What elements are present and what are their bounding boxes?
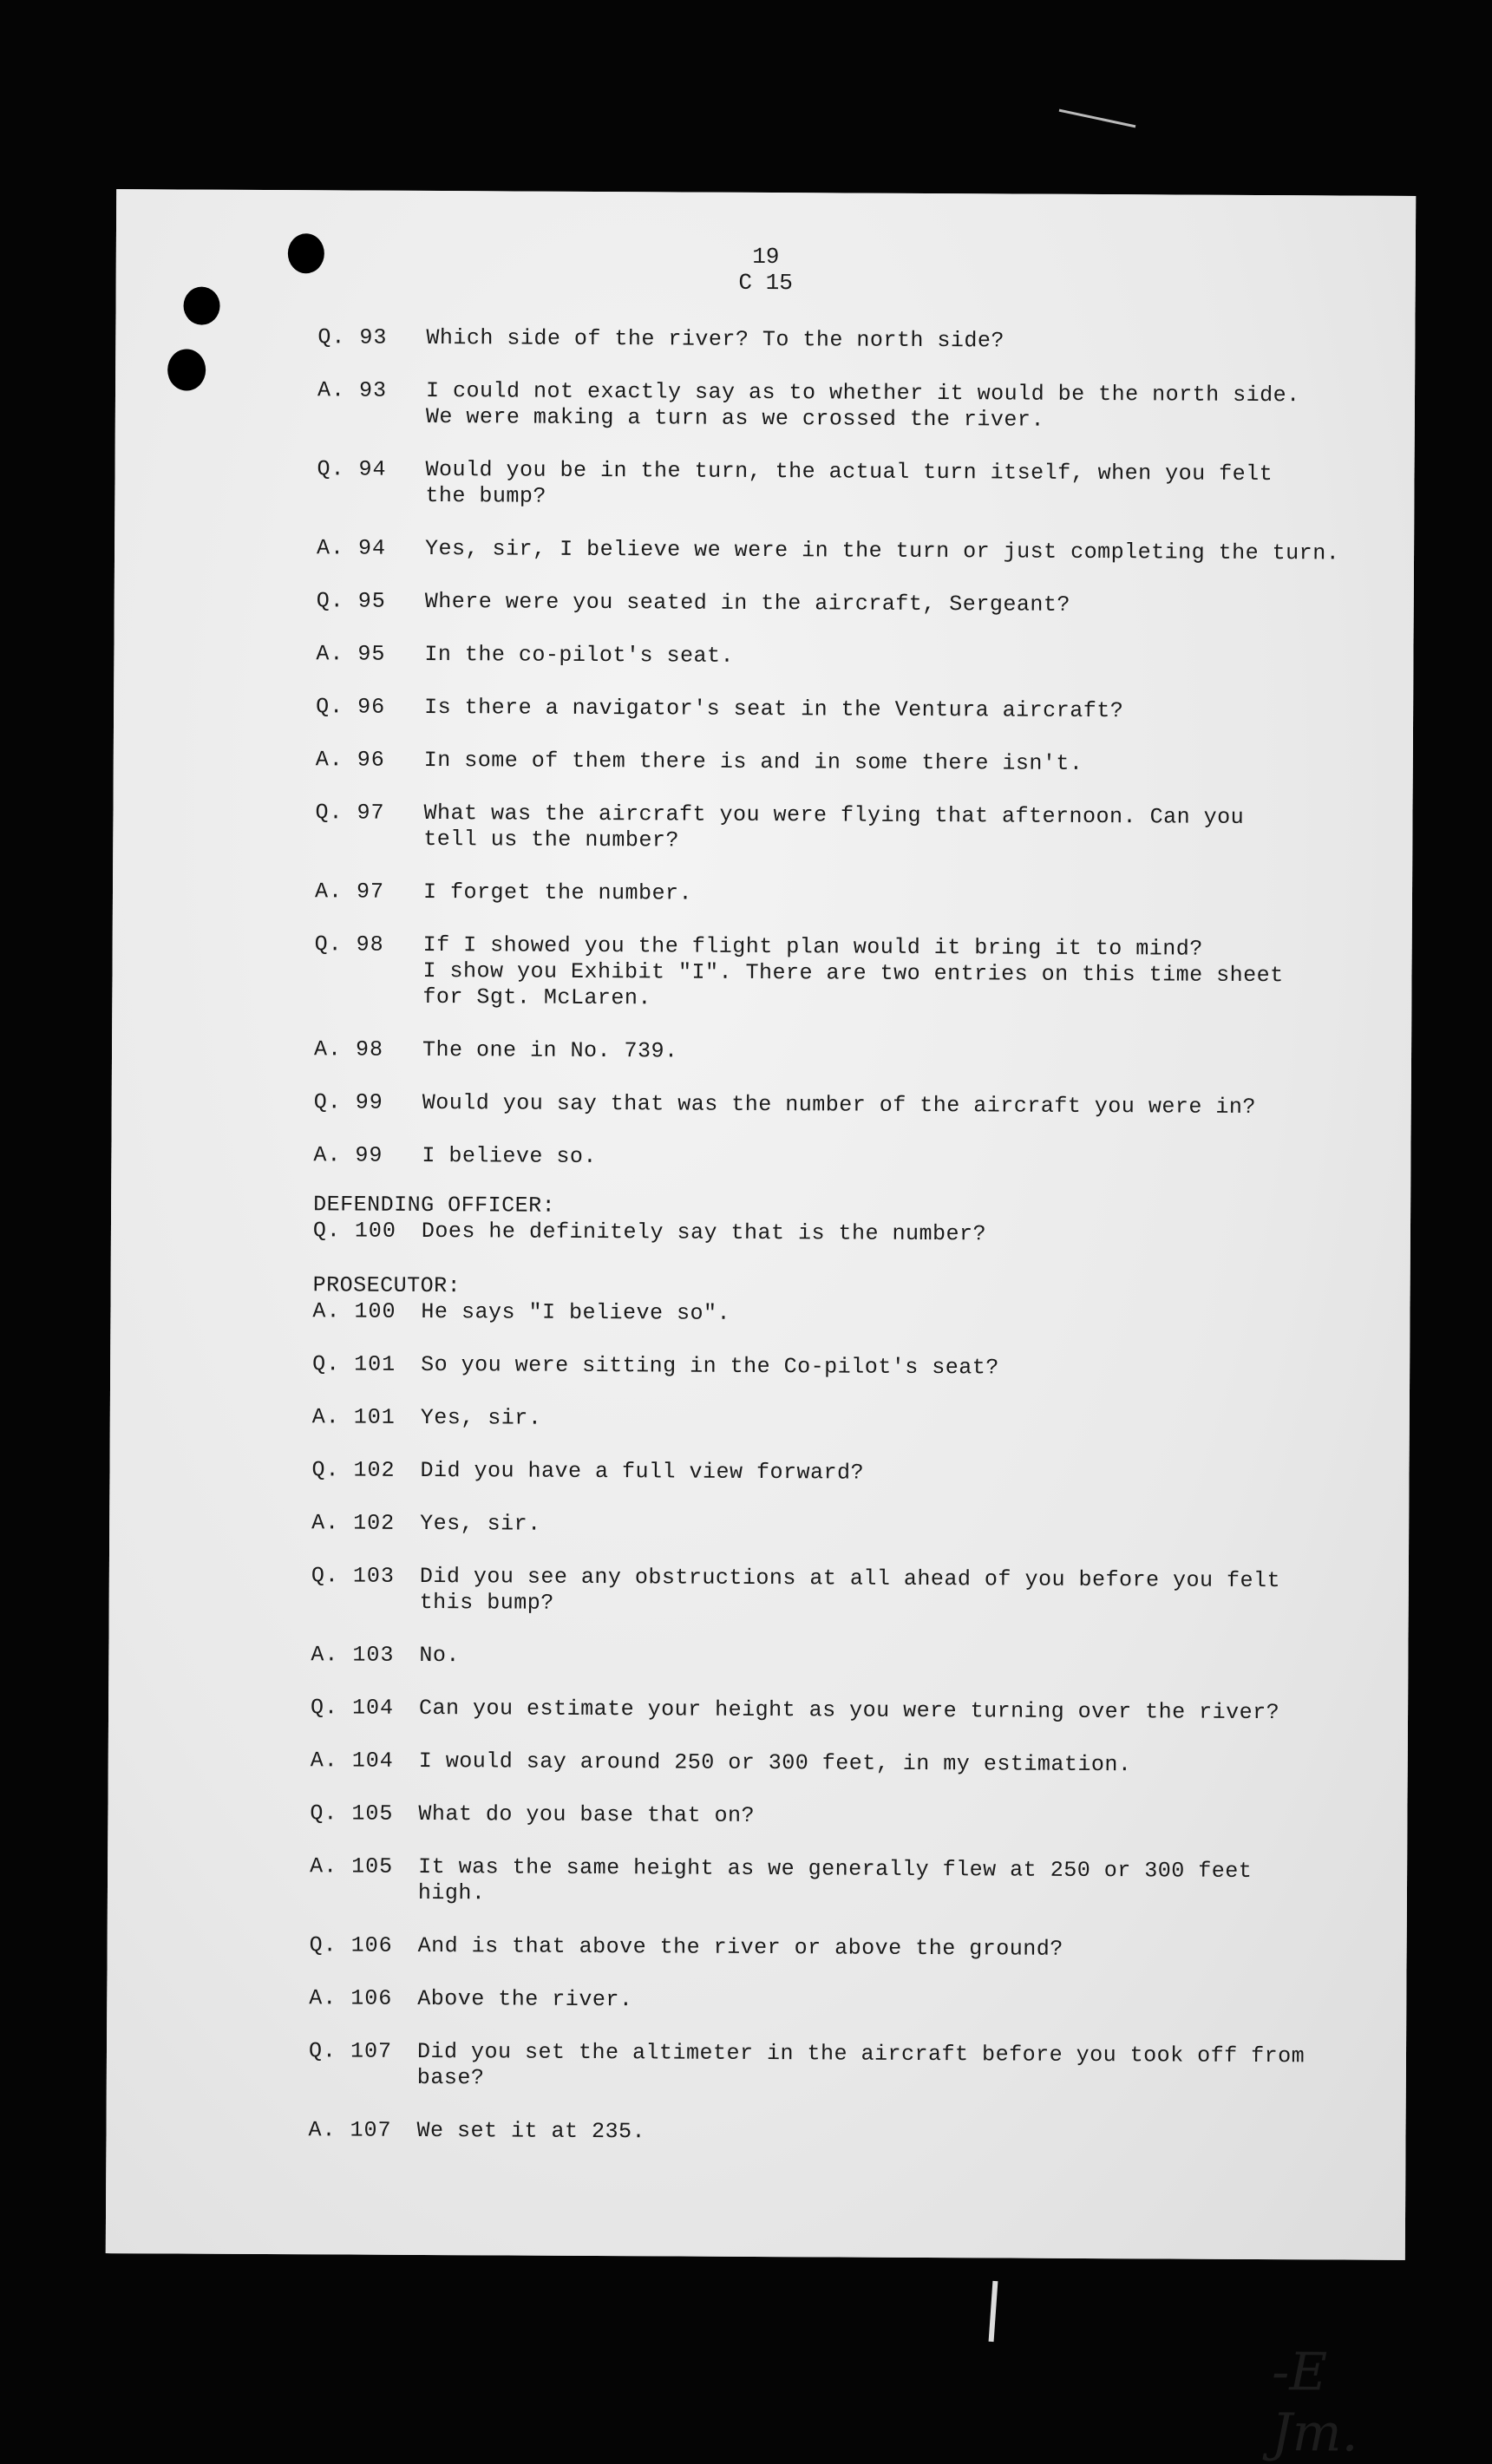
transcript-entry <box>309 2038 1393 2096</box>
entry-text: The one in No. 739. <box>422 1036 678 1064</box>
entry-text: I could not exactly say as to whether it would be the north side. We were making a turn as we crossed the river. <box>425 377 1300 433</box>
entry-label: A. 107 <box>308 2117 392 2143</box>
entry-text: I believe so. <box>422 1142 598 1170</box>
entry-label: Q. 102 <box>311 1457 396 1483</box>
entry-label: Q. 103 <box>311 1563 395 1589</box>
margin-mark <box>989 2281 998 2342</box>
entry-text: In some of them there is and in some there isn't. <box>423 747 1083 776</box>
transcript-entry <box>308 2117 1392 2149</box>
entry-label: Q. 100 <box>312 1218 397 1244</box>
entry-text: Can you estimate your height as you were turning over the river? <box>418 1695 1280 1726</box>
entry-text: So you were sitting in the Co-pilot's seat? <box>421 1351 999 1381</box>
transcript-entry <box>310 1853 1394 1912</box>
entry-text: Above the river. <box>417 1985 633 2013</box>
entry-label: Q. 94 <box>317 456 387 482</box>
entry-text: Did you have a full view forward? <box>420 1457 865 1486</box>
entry-label: Q. 99 <box>313 1089 383 1115</box>
transcript-entry <box>316 747 1400 779</box>
transcript-entry <box>312 1298 1397 1330</box>
entry-text: I would say around 250 or 300 feet, in my estimation. <box>418 1748 1132 1778</box>
transcript-entry <box>315 879 1399 911</box>
entry-label: Q. 104 <box>311 1695 395 1721</box>
transcript-entry <box>311 1642 1395 1674</box>
entry-label: Q. 107 <box>308 2038 393 2064</box>
entry-text: What was the aircraft you were flying that afternoon. Can you tell us the number? <box>423 800 1245 853</box>
entry-text: What do you base that on? <box>418 1801 756 1828</box>
entry-label: A. 97 <box>314 879 385 905</box>
entry-label: A. 98 <box>313 1036 384 1062</box>
entry-text: Did you set the altimeter in the aircraft before you took off from base? <box>416 2038 1306 2091</box>
transcript-entry <box>316 641 1400 673</box>
speaker-heading: DEFENDING OFFICER: <box>313 1192 556 1219</box>
transcript-entry <box>310 1932 1394 1964</box>
transcript-body <box>308 324 1402 2176</box>
transcript-entry <box>311 1748 1395 1780</box>
transcript-entry <box>314 1036 1398 1069</box>
entry-label: A. 106 <box>309 1985 393 2011</box>
transcript-group <box>313 324 1402 1174</box>
entry-label: Q. 101 <box>312 1351 396 1377</box>
entry-text: Did you see any obstructions at all ahead of you before you felt this bump? <box>419 1563 1281 1616</box>
entry-label: Q. 97 <box>315 800 385 826</box>
punch-hole <box>167 349 206 390</box>
entry-label: Q. 95 <box>316 588 386 614</box>
transcript-entry <box>316 694 1400 726</box>
transcript-entry <box>312 1404 1397 1436</box>
page-number: 19 <box>752 243 780 271</box>
margin-mark <box>1059 109 1136 128</box>
entry-label: A. 102 <box>311 1510 396 1536</box>
entry-text: Where were you seated in the aircraft, Sergeant? <box>424 588 1070 618</box>
entry-text: Would you say that was the number of the aircraft you were in? <box>422 1089 1256 1120</box>
transcript-entry <box>314 931 1398 1016</box>
transcript-entry <box>317 377 1402 435</box>
entry-label: A. 96 <box>315 747 385 773</box>
page-code: C 15 <box>738 269 793 297</box>
entry-label: A. 94 <box>317 535 387 561</box>
transcript-entry <box>314 1089 1398 1121</box>
entry-text: Does he definitely say that is the number? <box>421 1218 987 1247</box>
entry-label: Q. 106 <box>309 1932 393 1958</box>
entry-text: In the co-pilot's seat. <box>424 641 735 669</box>
entry-text: If I showed you the flight plan would it bring it to mind? I show you Exhibit "I". There are two entries on this time sheet for Sgt. McLaren. <box>422 931 1284 1011</box>
transcript-entry <box>317 324 1402 356</box>
document-page <box>106 189 1416 2464</box>
transcript-entry <box>311 1457 1396 1489</box>
entry-text: Is there a navigator's seat in the Ventura aircraft? <box>424 694 1124 724</box>
transcript-entry <box>309 1985 1393 2017</box>
transcript-entry <box>311 1563 1396 1621</box>
entry-text: Which side of the river? To the north side? <box>426 324 1005 354</box>
entry-text: We set it at 235. <box>416 2117 646 2145</box>
handwritten-initials: -E Jm. <box>1271 2342 1358 2464</box>
entry-text: It was the same height as we generally flew at 250 or 300 feet high. <box>417 1853 1253 1906</box>
transcript-entry <box>313 1218 1397 1250</box>
transcript-entry <box>310 1801 1394 1833</box>
entry-label: A. 105 <box>310 1853 394 1879</box>
entry-text: He says "I believe so". <box>421 1298 731 1326</box>
transcript-entry <box>317 588 1401 620</box>
transcript-entry <box>313 1142 1397 1174</box>
transcript-group <box>308 1298 1397 2149</box>
entry-text: Yes, sir, I believe we were in the turn or just completing the turn. <box>425 535 1340 566</box>
entry-label: A. 104 <box>310 1748 394 1774</box>
transcript-entry <box>312 1351 1397 1383</box>
entry-text: And is that above the river or above the ground? <box>417 1932 1063 1962</box>
entry-label: A. 100 <box>312 1298 396 1324</box>
entry-label: A. 103 <box>311 1642 395 1668</box>
transcript-entry <box>311 1510 1396 1542</box>
entry-label: Q. 96 <box>316 694 386 720</box>
transcript-entry <box>315 800 1399 858</box>
entry-label: A. 99 <box>313 1142 383 1168</box>
entry-text: No. <box>419 1642 460 1669</box>
entry-text: I forget the number. <box>422 879 693 906</box>
entry-text: Would you be in the turn, the actual turn itself, when you felt the bump? <box>425 456 1273 509</box>
transcript-entry <box>311 1695 1395 1727</box>
entry-label: A. 95 <box>316 641 386 667</box>
transcript-entry <box>317 535 1401 567</box>
speaker-heading: PROSECUTOR: <box>312 1272 461 1299</box>
entry-label: A. 93 <box>317 377 388 403</box>
entry-label: Q. 93 <box>317 324 388 350</box>
entry-text: Yes, sir. <box>420 1404 542 1431</box>
entry-label: Q. 105 <box>310 1801 394 1827</box>
entry-label: A. 101 <box>311 1404 396 1430</box>
entry-label: Q. 98 <box>314 931 384 957</box>
transcript-entry <box>317 456 1401 514</box>
entry-text: Yes, sir. <box>420 1510 541 1537</box>
